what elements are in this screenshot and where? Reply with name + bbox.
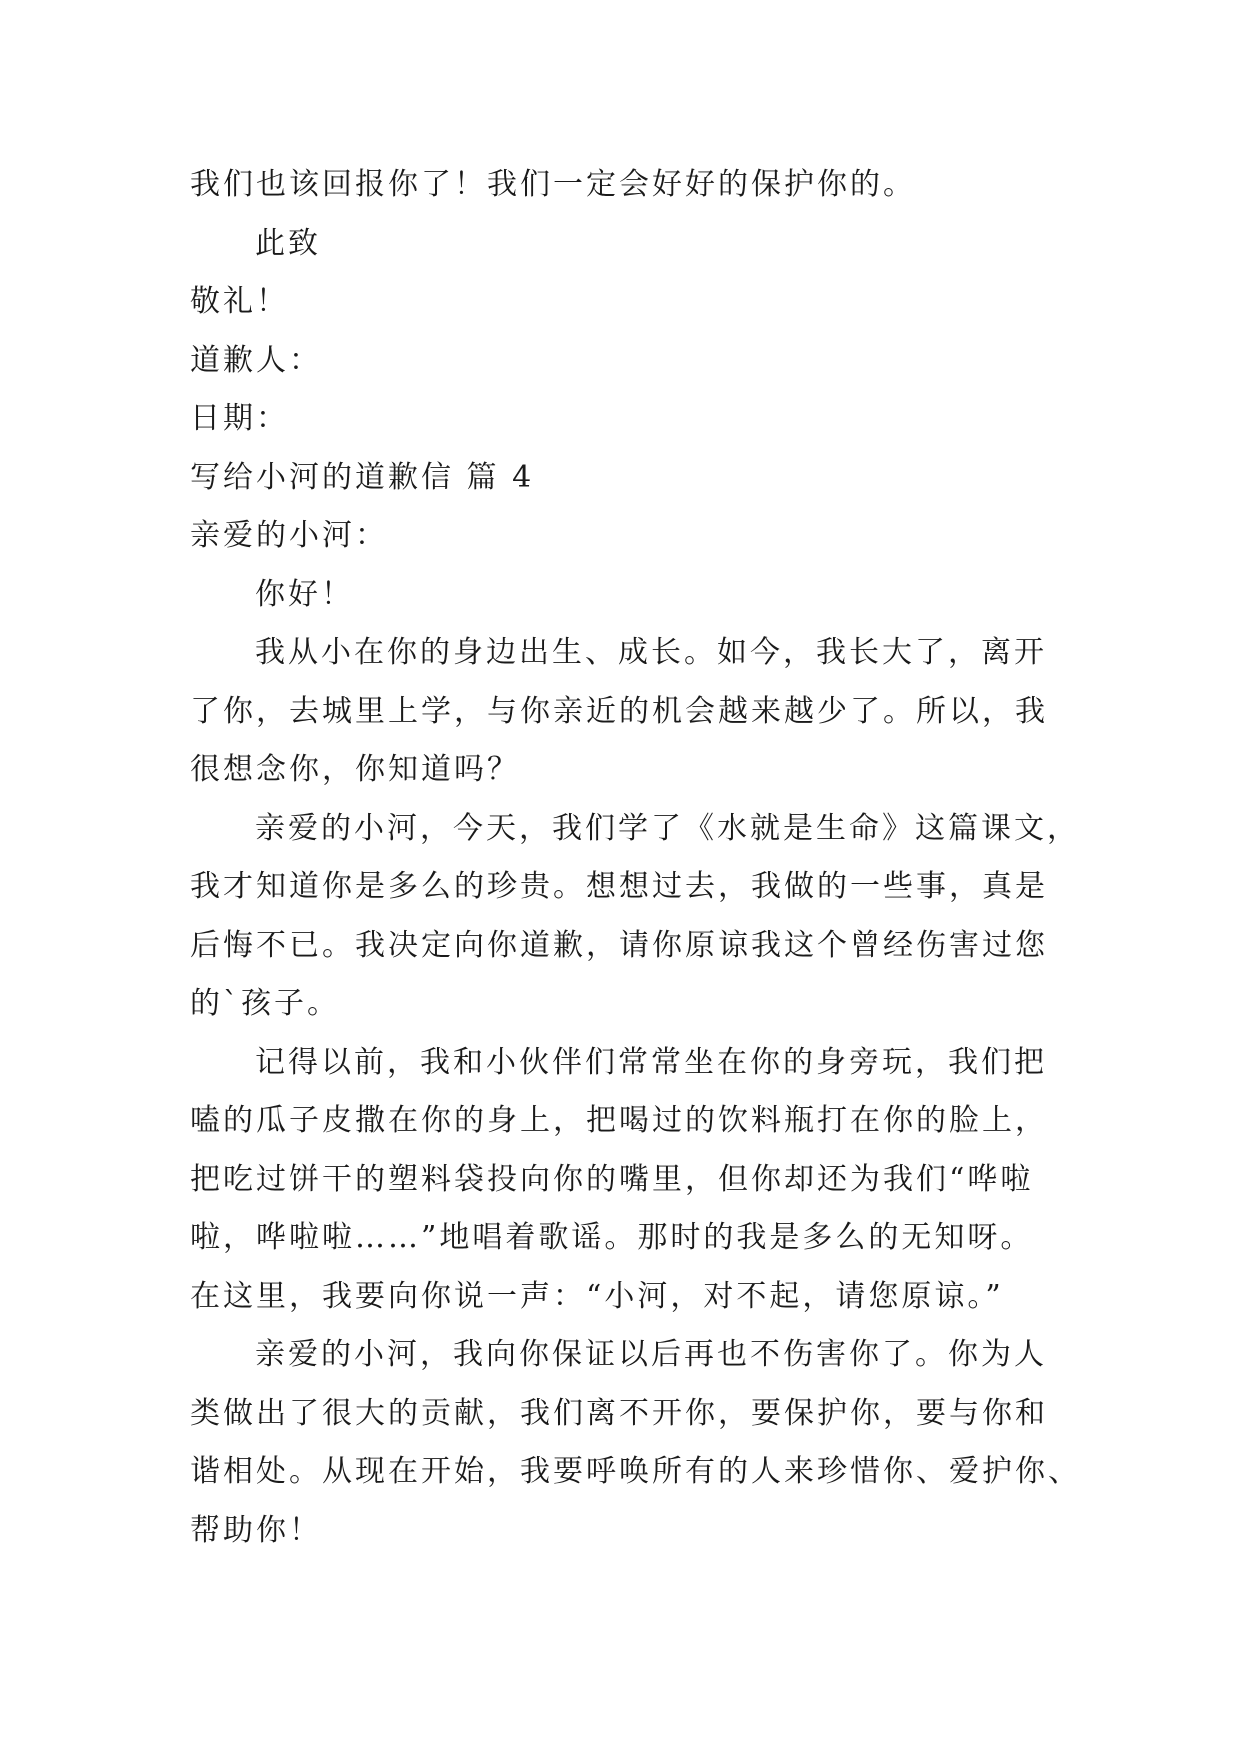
signer-label: 道歉人： xyxy=(190,342,322,378)
text-line: 了你，去城里上学，与你亲近的机会越来越少了。所以，我 xyxy=(190,693,1048,729)
text-line: 我们也该回报你了！我们一定会好好的保护你的。 xyxy=(190,167,916,202)
text-line: 我才知道你是多么的珍贵。想想过去，我做的一些事，真是 xyxy=(190,869,1048,904)
text-line: 我从小在你的身边出生、成长。如今，我长大了，离开 xyxy=(255,635,1047,670)
text-line: 把吃过饼干的塑料袋投向你的嘴里，但你却还为我们“哗啦 xyxy=(190,1161,1034,1197)
text-line: 谐相处。从现在开始，我要呼唤所有的人来珍惜你、爱护你、 xyxy=(190,1454,1081,1489)
text-line: 类做出了很大的贡献，我们离不开你，要保护你，要与你和 xyxy=(190,1395,1048,1431)
section-title: 写给小河的道歉信 篇 4 xyxy=(190,459,535,495)
text-line: 帮助你！ xyxy=(190,1512,322,1548)
text-line: 在这里，我要向你说一声：“小河，对不起，请您原谅。” xyxy=(190,1278,1004,1314)
text-line: 啦，哗啦啦……”地唱着歌谣。那时的我是多么的无知呀。 xyxy=(190,1220,1034,1255)
greeting: 亲爱的小河： xyxy=(190,518,388,553)
text-line: 后悔不已。我决定向你道歉，请你原谅我这个曾经伤害过您 xyxy=(190,927,1048,963)
date-label: 日期： xyxy=(190,401,289,436)
text-line: 记得以前，我和小伙伴们常常坐在你的身旁玩，我们把 xyxy=(255,1044,1047,1080)
text-line: 的`孩子。 xyxy=(190,986,340,1021)
text-line: 嗑的瓜子皮撒在你的身上，把喝过的饮料瓶打在你的脸上， xyxy=(190,1103,1048,1138)
text-line: 很想念你，你知道吗？ xyxy=(190,752,520,787)
greeting-hello: 你好！ xyxy=(255,576,354,612)
text-line: 亲爱的小河，今天，我们学了《水就是生命》这篇课文， xyxy=(255,810,1080,846)
letter-body xyxy=(190,156,1081,1560)
closing-respect: 敬礼！ xyxy=(190,284,289,319)
text-line: 亲爱的小河，我向你保证以后再也不伤害你了。你为人 xyxy=(255,1337,1047,1372)
closing-salutation: 此致 xyxy=(255,225,321,261)
